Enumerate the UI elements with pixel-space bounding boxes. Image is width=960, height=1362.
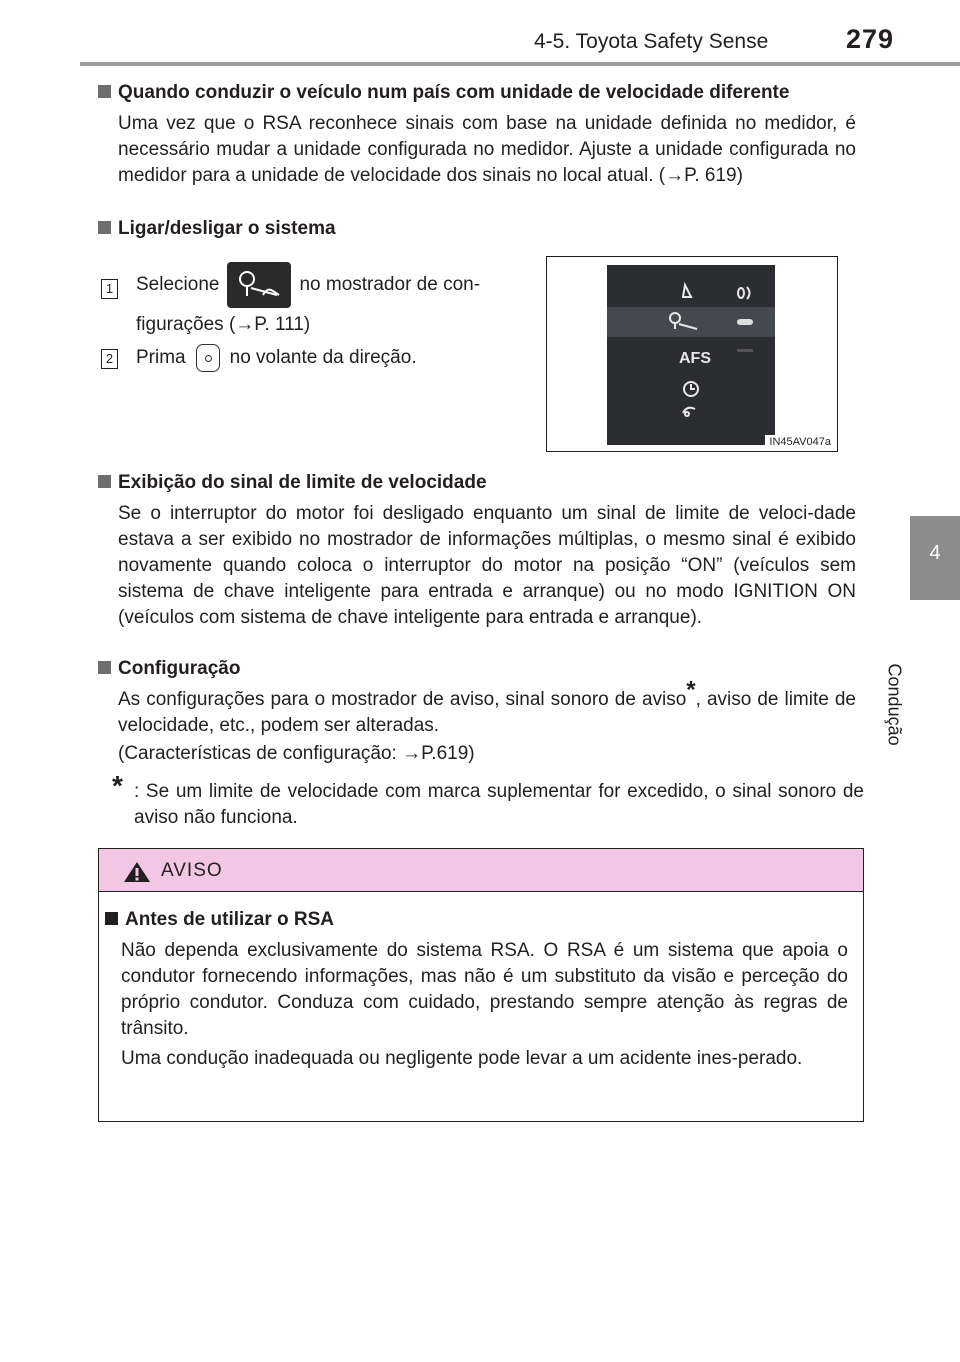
settings-display-photo <box>546 256 838 452</box>
section-heading-onoff: Ligar/desligar o sistema <box>98 218 336 240</box>
steering-switch-icon <box>196 344 220 372</box>
config-paragraph: As configurações para o mostrador de aviso, sinal sonoro de aviso*, aviso de limite de velocidade, etc., podem ser alteradas. <box>118 676 856 736</box>
svg-text:AFS: AFS <box>679 350 711 367</box>
chapter-tab <box>910 516 960 600</box>
square-bullet-icon <box>105 912 118 925</box>
rsa-setting-icon <box>227 262 291 308</box>
step-1-text: Selecione no mostrador de con- <box>136 262 480 308</box>
step-2-text: Prima no volante da direção. <box>136 344 417 372</box>
warning-header <box>99 849 863 892</box>
square-bullet-icon <box>98 475 111 488</box>
step-1-number: 1 <box>101 279 118 299</box>
square-bullet-icon <box>98 661 111 674</box>
warning-triangle-icon <box>123 861 151 883</box>
warning-title: AVISO <box>161 860 223 881</box>
warning-paragraph-2: Uma condução inadequada ou negligente pode levar a um acidente ines-perado. <box>121 1048 803 1069</box>
section-title: 4-5. Toyota Safety Sense <box>534 30 769 53</box>
warning-heading: Antes de utilizar o RSA <box>105 909 334 931</box>
footnote-text: : Se um limite de velocidade com marca suplementar for excedido, o sinal sonoro de aviso não funciona. <box>134 781 864 828</box>
page-number: 279 <box>846 24 895 54</box>
section-heading-config: Configuração <box>98 658 240 680</box>
step-2-number: 2 <box>101 349 118 369</box>
image-caption: IN45AV047a <box>765 435 835 449</box>
square-bullet-icon <box>98 85 111 98</box>
section-heading-unit: Quando conduzir o veículo num país com unidade de velocidade diferente <box>98 82 789 104</box>
config-reference: (Características de configuração: →P.619) <box>118 743 475 764</box>
step-1-text-line2: figurações (→P. 111) <box>136 314 311 335</box>
chapter-number: 4 <box>929 542 941 564</box>
display-screen <box>607 265 775 445</box>
unit-paragraph: Uma vez que o RSA reconhece sinais com base na unidade definida no medidor, é necessário mudar a unidade configurada no medidor. Ajuste a unidade configurada no medidor para a unidade de velocidade dos sinais no local atual. (→P. 619) <box>118 113 856 186</box>
chapter-label-container <box>884 612 960 752</box>
square-bullet-icon <box>98 221 111 234</box>
footnote-asterisk: * <box>112 770 123 801</box>
warning-paragraph-1: Não dependa exclusivamente do sistema RSA. O RSA é um sistema que apoia o condutor fornecendo informações, mas não é um substituto da visão e perceção do próprio condutor. Conduza com cuidado, prestando sempre atenção às regras de trânsito. <box>121 940 848 1039</box>
chapter-label: Condução <box>884 663 905 746</box>
section-heading-display: Exibição do sinal de limite de velocidade <box>98 472 487 494</box>
display-paragraph: Se o interruptor do motor foi desligado enquanto um sinal de limite de veloci-dade estava a ser exibido no mostrador de informações múltiplas, o mesmo sinal é exibido novamente quando coloca o interruptor do motor na posição “ON” (veículos sem sistema de chave inteligente para entrada e arranque) ou no modo IGNITION ON (veículos com sistema de chave inteligente para entrada e arranque). <box>118 503 856 628</box>
warning-box <box>98 848 864 1122</box>
header-divider <box>80 62 960 66</box>
